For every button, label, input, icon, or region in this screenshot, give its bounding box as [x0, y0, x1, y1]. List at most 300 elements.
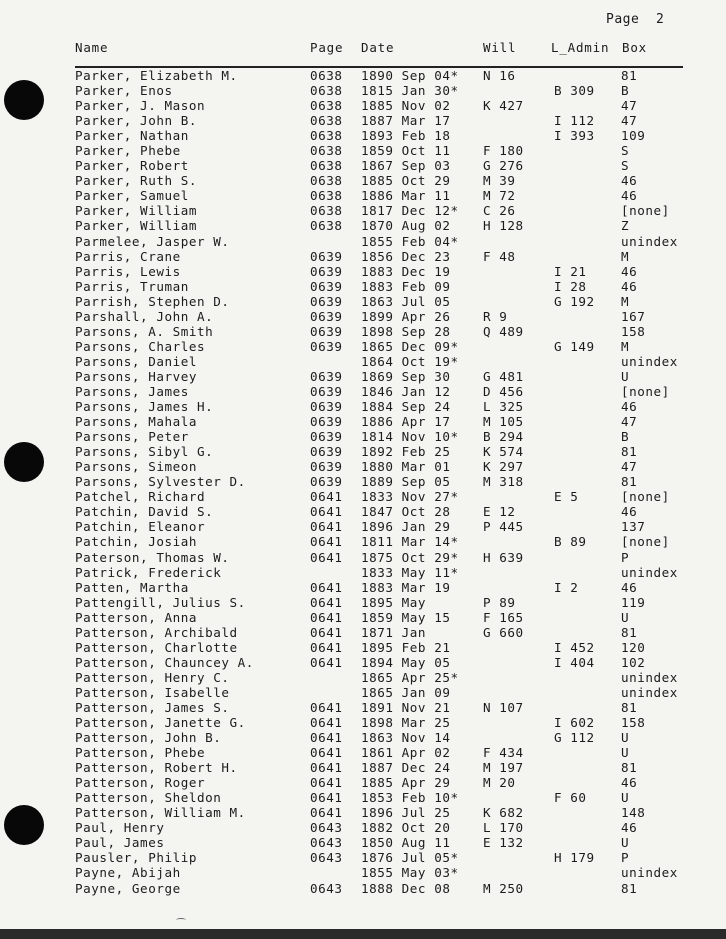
cell-will: N 16 — [483, 68, 516, 83]
cell-name: Patchin, Eleanor — [75, 519, 206, 535]
cell-page: 0638 — [310, 83, 343, 99]
cell-name: Parker, Ruth S. — [75, 173, 197, 189]
cell-page: 0639 — [310, 323, 343, 339]
cell-will: M 20 — [483, 775, 516, 791]
cell-will: F 180 — [483, 143, 524, 159]
cell-name: Parker, William — [75, 203, 197, 219]
table-row — [0, 369, 726, 384]
cell-box: P — [621, 549, 630, 565]
cell-date: 1859 Oct 11 — [361, 143, 451, 159]
cell-date: 1886 Mar 11 — [361, 188, 451, 204]
cell-box: 46 — [621, 775, 638, 791]
cell-box: U — [621, 790, 630, 806]
table-row — [0, 218, 726, 233]
cell-page: 0641 — [310, 654, 343, 670]
cell-name: Patterson, Roger — [75, 775, 206, 791]
table-row — [0, 580, 726, 595]
cell-box: U — [621, 835, 630, 851]
table-row — [0, 850, 726, 865]
cell-admin: F 60 — [554, 790, 587, 806]
table-row — [0, 309, 726, 324]
table-row — [0, 249, 726, 264]
cell-will: R 9 — [483, 308, 508, 324]
cell-date: 1863 Jul 05 — [361, 293, 451, 309]
cell-box: B — [621, 429, 630, 445]
cell-name: Patterson, Henry C. — [75, 669, 230, 685]
cell-name: Patten, Martha — [75, 579, 189, 595]
cell-box: S — [621, 158, 630, 174]
cell-page: 0643 — [310, 850, 343, 866]
cell-page: 0639 — [310, 263, 343, 279]
cell-page: 0641 — [310, 790, 343, 806]
cell-name: Parrish, Stephen D. — [75, 293, 230, 309]
cell-box: 81 — [621, 474, 638, 490]
cell-box: Z — [621, 218, 630, 234]
cell-page: 0641 — [310, 624, 343, 640]
cell-page: 0641 — [310, 699, 343, 715]
cell-name: Parsons, Daniel — [75, 353, 197, 369]
cell-box: 47 — [621, 459, 638, 475]
scan-edge — [0, 929, 726, 939]
cell-box: 120 — [621, 639, 646, 655]
cell-admin: B 89 — [554, 534, 587, 550]
cell-date: 1814 Nov 10* — [361, 429, 459, 445]
cell-page: 0641 — [310, 639, 343, 655]
cell-date: 1889 Sep 05 — [361, 474, 451, 490]
cell-admin: I 452 — [554, 639, 595, 655]
cell-page: 0638 — [310, 158, 343, 174]
cell-will: E 132 — [483, 835, 524, 851]
cell-admin: I 21 — [554, 263, 587, 279]
cell-will: M 197 — [483, 760, 524, 776]
table-row — [0, 414, 726, 429]
table-row — [0, 715, 726, 730]
cell-name: Patterson, Sheldon — [75, 790, 222, 806]
table-row — [0, 399, 726, 414]
cell-name: Payne, Abijah — [75, 865, 181, 881]
table-row — [0, 655, 726, 670]
table-row — [0, 354, 726, 369]
cell-page: 0641 — [310, 715, 343, 731]
cell-date: 1883 Dec 19 — [361, 263, 451, 279]
cell-page: 0639 — [310, 399, 343, 415]
cell-will: G 276 — [483, 158, 524, 174]
cell-admin: I 393 — [554, 128, 595, 144]
cell-page: 0639 — [310, 429, 343, 445]
record-list — [0, 68, 726, 896]
table-row — [0, 188, 726, 203]
cell-box: 158 — [621, 715, 646, 731]
table-row — [0, 820, 726, 835]
cell-page: 0641 — [310, 549, 343, 565]
cell-page: 0639 — [310, 308, 343, 324]
cell-name: Parsons, James H. — [75, 399, 214, 415]
table-row — [0, 264, 726, 279]
cell-box: U — [621, 368, 630, 384]
cell-box: 46 — [621, 504, 638, 520]
header-admin: L_Admin — [551, 40, 610, 55]
table-row — [0, 294, 726, 309]
table-row — [0, 595, 726, 610]
cell-will: K 297 — [483, 459, 524, 475]
cell-date: 1855 May 03* — [361, 865, 459, 881]
cell-box: 46 — [621, 399, 638, 415]
cell-will: G 660 — [483, 624, 524, 640]
cell-date: 1894 May 05 — [361, 654, 451, 670]
cell-name: Paul, James — [75, 835, 165, 851]
cell-box: 148 — [621, 805, 646, 821]
cell-will: L 325 — [483, 399, 524, 415]
cell-box: B — [621, 83, 630, 99]
cell-box: [none] — [621, 383, 670, 399]
cell-will: F 165 — [483, 609, 524, 625]
cell-page: 0638 — [310, 98, 343, 114]
cell-admin: I 112 — [554, 113, 595, 129]
cell-will: G 481 — [483, 368, 524, 384]
cell-date: 1853 Feb 10* — [361, 790, 459, 806]
header-box: Box — [622, 40, 647, 55]
cell-box: 46 — [621, 188, 638, 204]
cell-box: U — [621, 745, 630, 761]
cell-box: 46 — [621, 820, 638, 836]
cell-date: 1865 Jan 09 — [361, 684, 451, 700]
cell-name: Patterson, William M. — [75, 805, 246, 821]
cell-box: 47 — [621, 98, 638, 114]
table-row — [0, 173, 726, 188]
cell-date: 1892 Feb 25 — [361, 444, 451, 460]
page-number: Page 2 — [606, 12, 665, 27]
table-row — [0, 143, 726, 158]
cell-will: K 427 — [483, 98, 524, 114]
cell-admin: H 179 — [554, 850, 595, 866]
cell-date: 1833 Nov 27* — [361, 489, 459, 505]
cell-box: P — [621, 850, 630, 866]
cell-name: Parsons, A. Smith — [75, 323, 214, 339]
cell-date: 1861 Apr 02 — [361, 745, 451, 761]
cell-box: unindex — [621, 865, 678, 881]
cell-name: Patterson, Phebe — [75, 745, 206, 761]
cell-will: N 107 — [483, 699, 524, 715]
cell-page: 0643 — [310, 880, 343, 896]
cell-date: 1865 Apr 25* — [361, 669, 459, 685]
cell-admin: B 309 — [554, 83, 595, 99]
cell-date: 1896 Jan 29 — [361, 519, 451, 535]
cell-box: 81 — [621, 444, 638, 460]
cell-page: 0638 — [310, 68, 343, 83]
cell-date: 1846 Jan 12 — [361, 383, 451, 399]
cell-date: 1883 Mar 19 — [361, 579, 451, 595]
cell-name: Parsons, Simeon — [75, 459, 197, 475]
cell-name: Patterson, James S. — [75, 699, 230, 715]
cell-date: 1887 Dec 24 — [361, 760, 451, 776]
table-row — [0, 640, 726, 655]
cell-name: Parker, Enos — [75, 83, 173, 99]
table-row — [0, 113, 726, 128]
cell-date: 1895 May — [361, 594, 427, 610]
cell-box: [none] — [621, 534, 670, 550]
cell-name: Parker, Robert — [75, 158, 189, 174]
cell-date: 1876 Jul 05* — [361, 850, 459, 866]
cell-date: 1856 Dec 23 — [361, 248, 451, 264]
cell-page: 0639 — [310, 293, 343, 309]
cell-page: 0641 — [310, 594, 343, 610]
table-row — [0, 775, 726, 790]
cell-name: Parker, John B. — [75, 113, 197, 129]
cell-date: 1870 Aug 02 — [361, 218, 451, 234]
cell-name: Parsons, Harvey — [75, 368, 197, 384]
table-row — [0, 203, 726, 218]
cell-will: L 170 — [483, 820, 524, 836]
cell-page: 0641 — [310, 609, 343, 625]
cell-page: 0638 — [310, 203, 343, 219]
cell-box: unindex — [621, 233, 678, 249]
cell-date: 1833 May 11* — [361, 564, 459, 580]
cell-box: U — [621, 730, 630, 746]
cell-date: 1882 Oct 20 — [361, 820, 451, 836]
cell-page: 0641 — [310, 579, 343, 595]
table-row — [0, 625, 726, 640]
cell-date: 1898 Mar 25 — [361, 715, 451, 731]
cell-page: 0639 — [310, 368, 343, 384]
cell-date: 1891 Nov 21 — [361, 699, 451, 715]
cell-date: 1811 Mar 14* — [361, 534, 459, 550]
cell-box: 47 — [621, 414, 638, 430]
cell-name: Patchel, Richard — [75, 489, 206, 505]
table-row — [0, 83, 726, 98]
cell-date: 1896 Jul 25 — [361, 805, 451, 821]
cell-date: 1885 Oct 29 — [361, 173, 451, 189]
cell-box: unindex — [621, 684, 678, 700]
cell-name: Parsons, Mahala — [75, 414, 197, 430]
cell-date: 1886 Apr 17 — [361, 414, 451, 430]
table-row — [0, 68, 726, 83]
cell-will: K 682 — [483, 805, 524, 821]
cell-box: M — [621, 338, 630, 354]
cell-will: B 294 — [483, 429, 524, 445]
cell-page: 0638 — [310, 128, 343, 144]
cell-name: Parsons, Sylvester D. — [75, 474, 246, 490]
cell-box: 102 — [621, 654, 646, 670]
cell-date: 1855 Feb 04* — [361, 233, 459, 249]
cell-date: 1898 Sep 28 — [361, 323, 451, 339]
cell-admin: G 192 — [554, 293, 595, 309]
cell-box: 46 — [621, 579, 638, 595]
table-row — [0, 279, 726, 294]
table-row — [0, 805, 726, 820]
table-row — [0, 98, 726, 113]
cell-page: 0638 — [310, 173, 343, 189]
table-row — [0, 519, 726, 534]
table-row — [0, 429, 726, 444]
cell-admin: I 28 — [554, 278, 587, 294]
cell-page: 0639 — [310, 444, 343, 460]
table-row — [0, 790, 726, 805]
cell-page: 0641 — [310, 504, 343, 520]
cell-box: 109 — [621, 128, 646, 144]
cell-date: 1817 Dec 12* — [361, 203, 459, 219]
cell-date: 1859 May 15 — [361, 609, 451, 625]
cell-name: Parsons, James — [75, 383, 189, 399]
cell-date: 1875 Oct 29* — [361, 549, 459, 565]
cell-date: 1867 Sep 03 — [361, 158, 451, 174]
cell-page: 0641 — [310, 805, 343, 821]
cell-name: Paul, Henry — [75, 820, 165, 836]
table-row — [0, 339, 726, 354]
cell-date: 1888 Dec 08 — [361, 880, 451, 896]
cell-page: 0641 — [310, 534, 343, 550]
cell-page: 0641 — [310, 745, 343, 761]
cell-date: 1884 Sep 24 — [361, 399, 451, 415]
cell-page: 0639 — [310, 459, 343, 475]
cell-name: Patterson, Anna — [75, 609, 197, 625]
table-row — [0, 459, 726, 474]
table-row — [0, 504, 726, 519]
cell-box: 137 — [621, 519, 646, 535]
cell-will: H 128 — [483, 218, 524, 234]
cell-page: 0639 — [310, 248, 343, 264]
cell-date: 1899 Apr 26 — [361, 308, 451, 324]
cell-name: Parker, William — [75, 218, 197, 234]
table-row — [0, 835, 726, 850]
cell-will: E 12 — [483, 504, 516, 520]
cell-box: 158 — [621, 323, 646, 339]
cell-admin: I 2 — [554, 579, 579, 595]
cell-box: 81 — [621, 68, 638, 83]
cell-box: 119 — [621, 594, 646, 610]
cell-date: 1885 Apr 29 — [361, 775, 451, 791]
cell-name: Parris, Lewis — [75, 263, 181, 279]
cell-will: M 318 — [483, 474, 524, 490]
cell-name: Paterson, Thomas W. — [75, 549, 230, 565]
cell-date: 1869 Sep 30 — [361, 368, 451, 384]
table-row — [0, 760, 726, 775]
cell-name: Payne, George — [75, 880, 181, 896]
cell-box: 46 — [621, 263, 638, 279]
table-row — [0, 234, 726, 249]
cell-will: F 48 — [483, 248, 516, 264]
cell-will: D 456 — [483, 383, 524, 399]
table-row — [0, 384, 726, 399]
cell-page: 0641 — [310, 730, 343, 746]
cell-page: 0639 — [310, 278, 343, 294]
cell-box: 46 — [621, 278, 638, 294]
table-row — [0, 444, 726, 459]
header-name: Name — [75, 40, 109, 55]
cell-name: Patterson, Isabelle — [75, 684, 230, 700]
cell-box: S — [621, 143, 630, 159]
cell-date: 1864 Oct 19* — [361, 353, 459, 369]
table-row — [0, 881, 726, 896]
table-row — [0, 324, 726, 339]
cell-box: M — [621, 293, 630, 309]
cell-box: 81 — [621, 880, 638, 896]
cell-box: unindex — [621, 564, 678, 580]
cell-name: Patterson, Charlotte — [75, 639, 238, 655]
table-row — [0, 474, 726, 489]
cell-date: 1850 Aug 11 — [361, 835, 451, 851]
cell-name: Parsons, Charles — [75, 338, 206, 354]
cell-name: Parshall, John A. — [75, 308, 214, 324]
table-row — [0, 158, 726, 173]
cell-box: unindex — [621, 353, 678, 369]
cell-page: 0641 — [310, 760, 343, 776]
cell-box: 81 — [621, 624, 638, 640]
table-row — [0, 685, 726, 700]
cell-name: Pausler, Philip — [75, 850, 197, 866]
cell-will: M 105 — [483, 414, 524, 430]
cell-date: 1871 Jan — [361, 624, 427, 640]
cell-page: 0643 — [310, 820, 343, 836]
cell-admin: G 112 — [554, 730, 595, 746]
cell-name: Patterson, Archibald — [75, 624, 238, 640]
cell-name: Parsons, Peter — [75, 429, 189, 445]
cell-page: 0641 — [310, 489, 343, 505]
cell-name: Parsons, Sibyl G. — [75, 444, 214, 460]
cell-date: 1847 Oct 28 — [361, 504, 451, 520]
cell-page: 0638 — [310, 218, 343, 234]
cell-name: Parris, Crane — [75, 248, 181, 264]
cell-box: [none] — [621, 203, 670, 219]
cell-name: Parker, Elizabeth M. — [75, 68, 238, 83]
table-row — [0, 565, 726, 580]
cell-admin: E 5 — [554, 489, 579, 505]
cell-box: [none] — [621, 489, 670, 505]
table-row — [0, 534, 726, 549]
cell-name: Parmelee, Jasper W. — [75, 233, 230, 249]
cell-will: P 89 — [483, 594, 516, 610]
cell-box: 81 — [621, 760, 638, 776]
cell-date: 1887 Mar 17 — [361, 113, 451, 129]
cell-date: 1890 Sep 04* — [361, 68, 459, 83]
cell-will: H 639 — [483, 549, 524, 565]
cell-name: Parris, Truman — [75, 278, 189, 294]
cell-admin: I 602 — [554, 715, 595, 731]
cell-name: Patterson, John B. — [75, 730, 222, 746]
cell-will: K 574 — [483, 444, 524, 460]
cell-date: 1893 Feb 18 — [361, 128, 451, 144]
cell-name: Patterson, Janette G. — [75, 715, 246, 731]
cell-name: Parker, Phebe — [75, 143, 181, 159]
cell-date: 1863 Nov 14 — [361, 730, 451, 746]
cell-name: Patchin, David S. — [75, 504, 214, 520]
table-row — [0, 745, 726, 760]
cell-will: P 445 — [483, 519, 524, 535]
cell-box: M — [621, 248, 630, 264]
cell-admin: I 404 — [554, 654, 595, 670]
cell-name: Parker, Nathan — [75, 128, 189, 144]
cell-will: M 39 — [483, 173, 516, 189]
cell-will: M 250 — [483, 880, 524, 896]
table-row — [0, 730, 726, 745]
cell-admin: G 149 — [554, 338, 595, 354]
table-row — [0, 610, 726, 625]
cell-name: Pattengill, Julius S. — [75, 594, 246, 610]
cell-page: 0639 — [310, 338, 343, 354]
cell-page: 0639 — [310, 414, 343, 430]
cell-name: Patrick, Frederick — [75, 564, 222, 580]
header-will: Will — [483, 40, 517, 55]
table-row — [0, 128, 726, 143]
cell-name: Patchin, Josiah — [75, 534, 197, 550]
table-row — [0, 865, 726, 880]
cell-date: 1885 Nov 02 — [361, 98, 451, 114]
cell-name: Parker, J. Mason — [75, 98, 206, 114]
cell-page: 0638 — [310, 113, 343, 129]
cell-will: F 434 — [483, 745, 524, 761]
cell-box: 46 — [621, 173, 638, 189]
header-page: Page — [310, 40, 344, 55]
cell-name: Parker, Samuel — [75, 188, 189, 204]
